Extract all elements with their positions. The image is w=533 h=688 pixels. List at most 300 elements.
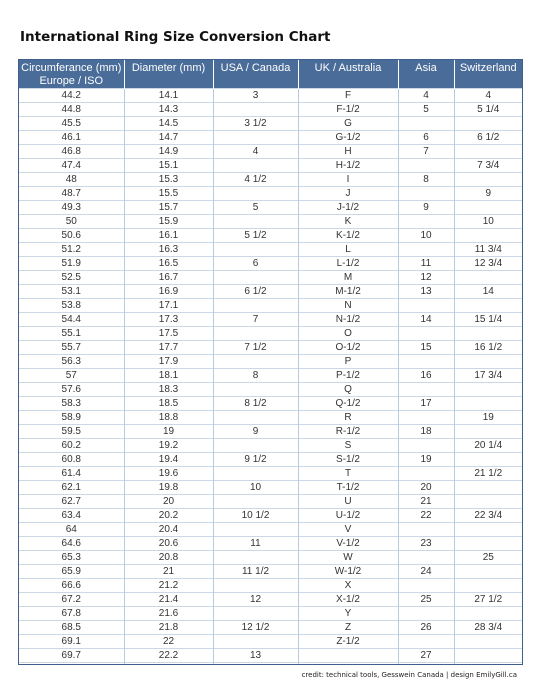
asia-cell: 7 [398, 145, 454, 159]
asia-cell: 24 [398, 565, 454, 579]
switzerland-cell [454, 201, 522, 215]
asia-cell [398, 383, 454, 397]
switzerland-cell [454, 663, 522, 666]
table-row [19, 663, 522, 666]
table-row [19, 439, 522, 453]
diameter-cell: 20.4 [124, 523, 213, 537]
switzerland-cell [454, 383, 522, 397]
uk-australia-cell [298, 649, 398, 663]
circumference-cell: 69.7 [19, 649, 124, 663]
circumference-cell: 55.7 [19, 341, 124, 355]
switzerland-cell [454, 173, 522, 187]
usa-canada-cell: 8 1/2 [213, 397, 298, 411]
switzerland-cell: 17 3/4 [454, 369, 522, 383]
switzerland-cell: 28 3/4 [454, 621, 522, 635]
circumference-cell: 67.8 [19, 607, 124, 621]
switzerland-cell: 15 1/4 [454, 313, 522, 327]
circumference-cell: 53.8 [19, 299, 124, 313]
uk-australia-cell: W [298, 551, 398, 565]
uk-australia-cell: U-1/2 [298, 509, 398, 523]
uk-australia-cell: F-1/2 [298, 103, 398, 117]
diameter-cell: 19.6 [124, 467, 213, 481]
switzerland-cell: 14 [454, 285, 522, 299]
switzerland-cell [454, 523, 522, 537]
switzerland-cell [454, 635, 522, 649]
diameter-cell: 15.5 [124, 187, 213, 201]
table-row [19, 117, 522, 131]
diameter-cell: 18.8 [124, 411, 213, 425]
switzerland-cell [454, 607, 522, 621]
table-row [19, 481, 522, 495]
diameter-cell: 17.1 [124, 299, 213, 313]
circumference-cell [19, 663, 124, 666]
usa-canada-cell [213, 131, 298, 145]
switzerland-cell: 25 [454, 551, 522, 565]
diameter-cell: 22.2 [124, 649, 213, 663]
diameter-cell: 22 [124, 635, 213, 649]
table-row [19, 467, 522, 481]
asia-cell [398, 299, 454, 313]
circumference-cell: 64.6 [19, 537, 124, 551]
diameter-cell: 18.1 [124, 369, 213, 383]
uk-australia-cell: R [298, 411, 398, 425]
switzerland-cell [454, 495, 522, 509]
table-row [19, 271, 522, 285]
circumference-cell: 64 [19, 523, 124, 537]
table-row [19, 257, 522, 271]
usa-canada-cell [213, 551, 298, 565]
table-row [19, 551, 522, 565]
credit-line: credit: technical tools, Gesswein Canada | design EmilyGill.ca [301, 671, 517, 679]
diameter-cell: 15.1 [124, 159, 213, 173]
circumference-cell: 61.4 [19, 467, 124, 481]
table-row [19, 537, 522, 551]
asia-cell [398, 187, 454, 201]
uk-australia-cell: Q [298, 383, 398, 397]
uk-australia-cell: U [298, 495, 398, 509]
table-row [19, 355, 522, 369]
uk-australia-cell: G-1/2 [298, 131, 398, 145]
circumference-cell: 55.1 [19, 327, 124, 341]
table-row [19, 565, 522, 579]
diameter-cell: 16.3 [124, 243, 213, 257]
diameter-cell: 21.4 [124, 593, 213, 607]
diameter-cell: 19 [124, 425, 213, 439]
header-uk-australia: UK / Australia [298, 60, 398, 89]
table-row [19, 103, 522, 117]
switzerland-cell [454, 397, 522, 411]
switzerland-cell [454, 579, 522, 593]
usa-canada-cell: 4 [213, 145, 298, 159]
usa-canada-cell: 11 [213, 537, 298, 551]
diameter-cell: 18.3 [124, 383, 213, 397]
circumference-cell: 59.5 [19, 425, 124, 439]
uk-australia-cell: Q-1/2 [298, 397, 398, 411]
uk-australia-cell: P-1/2 [298, 369, 398, 383]
circumference-cell: 54.4 [19, 313, 124, 327]
usa-canada-cell: 10 1/2 [213, 509, 298, 523]
circumference-cell: 56.3 [19, 355, 124, 369]
uk-australia-cell: G [298, 117, 398, 131]
uk-australia-cell: V [298, 523, 398, 537]
table-row [19, 509, 522, 523]
uk-australia-cell: S-1/2 [298, 453, 398, 467]
uk-australia-cell: O-1/2 [298, 341, 398, 355]
usa-canada-cell: 9 1/2 [213, 453, 298, 467]
switzerland-cell: 19 [454, 411, 522, 425]
usa-canada-cell: 4 1/2 [213, 173, 298, 187]
table-row [19, 327, 522, 341]
table-row [19, 341, 522, 355]
circumference-cell: 60.8 [19, 453, 124, 467]
header-diameter: Diameter (mm) [124, 60, 213, 89]
usa-canada-cell: 12 1/2 [213, 621, 298, 635]
diameter-cell: 18.5 [124, 397, 213, 411]
diameter-cell: 20.2 [124, 509, 213, 523]
circumference-cell: 65.9 [19, 565, 124, 579]
circumference-cell: 45.5 [19, 117, 124, 131]
diameter-cell: 17.3 [124, 313, 213, 327]
switzerland-cell [454, 145, 522, 159]
uk-australia-cell: N-1/2 [298, 313, 398, 327]
asia-cell [398, 607, 454, 621]
asia-cell [398, 411, 454, 425]
diameter-cell: 17.5 [124, 327, 213, 341]
table-row [19, 607, 522, 621]
asia-cell: 4 [398, 89, 454, 103]
table-row [19, 243, 522, 257]
table-row [19, 579, 522, 593]
circumference-cell: 67.2 [19, 593, 124, 607]
usa-canada-cell [213, 439, 298, 453]
usa-canada-cell: 3 1/2 [213, 117, 298, 131]
header-switzerland: Switzerland [454, 60, 522, 89]
circumference-cell: 48 [19, 173, 124, 187]
usa-canada-cell [213, 523, 298, 537]
diameter-cell: 14.3 [124, 103, 213, 117]
table-row [19, 299, 522, 313]
uk-australia-cell: K [298, 215, 398, 229]
asia-cell [398, 523, 454, 537]
uk-australia-cell: O [298, 327, 398, 341]
usa-canada-cell [213, 299, 298, 313]
diameter-cell: 20 [124, 495, 213, 509]
circumference-cell: 62.7 [19, 495, 124, 509]
table-row [19, 89, 522, 103]
diameter-cell: 21 [124, 565, 213, 579]
switzerland-cell: 5 1/4 [454, 103, 522, 117]
switzerland-cell: 9 [454, 187, 522, 201]
usa-canada-cell [213, 579, 298, 593]
asia-cell [398, 579, 454, 593]
diameter-cell: 16.9 [124, 285, 213, 299]
circumference-cell: 48.7 [19, 187, 124, 201]
diameter-cell: 17.9 [124, 355, 213, 369]
table-row [19, 215, 522, 229]
diameter-cell: 19.4 [124, 453, 213, 467]
uk-australia-cell: L [298, 243, 398, 257]
uk-australia-cell: J-1/2 [298, 201, 398, 215]
diameter-cell: 19.2 [124, 439, 213, 453]
switzerland-cell: 10 [454, 215, 522, 229]
table-row [19, 649, 522, 663]
circumference-cell: 63.4 [19, 509, 124, 523]
usa-canada-cell [213, 355, 298, 369]
switzerland-cell: 20 1/4 [454, 439, 522, 453]
diameter-cell: 21.6 [124, 607, 213, 621]
asia-cell: 15 [398, 341, 454, 355]
asia-cell [398, 355, 454, 369]
asia-cell [398, 117, 454, 131]
circumference-cell: 51.2 [19, 243, 124, 257]
uk-australia-cell: T-1/2 [298, 481, 398, 495]
circumference-cell: 44.2 [19, 89, 124, 103]
circumference-cell: 47.4 [19, 159, 124, 173]
circumference-cell: 51.9 [19, 257, 124, 271]
table-row [19, 201, 522, 215]
usa-canada-cell: 6 1/2 [213, 285, 298, 299]
asia-cell: 18 [398, 425, 454, 439]
switzerland-cell: 7 3/4 [454, 159, 522, 173]
switzerland-cell [454, 425, 522, 439]
asia-cell: 5 [398, 103, 454, 117]
table-row [19, 383, 522, 397]
uk-australia-cell: L-1/2 [298, 257, 398, 271]
usa-canada-cell [213, 495, 298, 509]
usa-canada-cell: 5 [213, 201, 298, 215]
circumference-cell: 57 [19, 369, 124, 383]
table-row [19, 313, 522, 327]
usa-canada-cell [213, 411, 298, 425]
asia-cell: 14 [398, 313, 454, 327]
asia-cell: 12 [398, 271, 454, 285]
switzerland-cell [454, 327, 522, 341]
asia-cell: 23 [398, 537, 454, 551]
switzerland-cell [454, 453, 522, 467]
circumference-cell: 50 [19, 215, 124, 229]
asia-cell: 13 [398, 285, 454, 299]
usa-canada-cell: 6 [213, 257, 298, 271]
uk-australia-cell: N [298, 299, 398, 313]
asia-cell [398, 467, 454, 481]
uk-australia-cell: V-1/2 [298, 537, 398, 551]
diameter-cell: 14.9 [124, 145, 213, 159]
asia-cell [398, 663, 454, 666]
usa-canada-cell [213, 243, 298, 257]
diameter-cell: 15.9 [124, 215, 213, 229]
usa-canada-cell: 8 [213, 369, 298, 383]
table-row [19, 523, 522, 537]
table-row [19, 593, 522, 607]
diameter-cell: 15.3 [124, 173, 213, 187]
table-row [19, 173, 522, 187]
asia-cell: 21 [398, 495, 454, 509]
asia-cell: 20 [398, 481, 454, 495]
usa-canada-cell: 7 [213, 313, 298, 327]
circumference-cell: 57.6 [19, 383, 124, 397]
table-row [19, 285, 522, 299]
switzerland-cell [454, 271, 522, 285]
uk-australia-cell: T [298, 467, 398, 481]
circumference-cell: 49.3 [19, 201, 124, 215]
uk-australia-cell [298, 663, 398, 666]
usa-canada-cell: 12 [213, 593, 298, 607]
switzerland-cell: 22 3/4 [454, 509, 522, 523]
diameter-cell: 14.1 [124, 89, 213, 103]
table-row [19, 621, 522, 635]
switzerland-cell [454, 537, 522, 551]
table-row [19, 159, 522, 173]
diameter-cell [124, 663, 213, 666]
usa-canada-cell: 13 [213, 649, 298, 663]
asia-cell [398, 551, 454, 565]
table-row [19, 411, 522, 425]
table-row [19, 131, 522, 145]
diameter-cell: 14.7 [124, 131, 213, 145]
ring-size-table [19, 60, 522, 665]
table-header-row [19, 60, 522, 89]
uk-australia-cell: Z [298, 621, 398, 635]
asia-cell: 8 [398, 173, 454, 187]
switzerland-cell: 4 [454, 89, 522, 103]
switzerland-cell: 12 3/4 [454, 257, 522, 271]
uk-australia-cell: I [298, 173, 398, 187]
asia-cell: 27 [398, 649, 454, 663]
usa-canada-cell: 7 1/2 [213, 341, 298, 355]
asia-cell [398, 215, 454, 229]
page-title: International Ring Size Conversion Chart [20, 29, 331, 45]
table-row [19, 145, 522, 159]
table-row [19, 453, 522, 467]
diameter-cell: 16.5 [124, 257, 213, 271]
uk-australia-cell: X-1/2 [298, 593, 398, 607]
header-asia: Asia [398, 60, 454, 89]
switzerland-cell: 21 1/2 [454, 467, 522, 481]
switzerland-cell [454, 355, 522, 369]
table-row [19, 187, 522, 201]
uk-australia-cell: F [298, 89, 398, 103]
circumference-cell: 50.6 [19, 229, 124, 243]
uk-australia-cell: H-1/2 [298, 159, 398, 173]
asia-cell: 9 [398, 201, 454, 215]
switzerland-cell: 27 1/2 [454, 593, 522, 607]
circumference-cell: 53.1 [19, 285, 124, 299]
diameter-cell: 17.7 [124, 341, 213, 355]
asia-cell: 19 [398, 453, 454, 467]
uk-australia-cell: Z-1/2 [298, 635, 398, 649]
ring-size-table-frame [18, 59, 523, 665]
uk-australia-cell: S [298, 439, 398, 453]
usa-canada-cell: 5 1/2 [213, 229, 298, 243]
diameter-cell: 16.7 [124, 271, 213, 285]
diameter-cell: 20.8 [124, 551, 213, 565]
uk-australia-cell: M-1/2 [298, 285, 398, 299]
asia-cell: 11 [398, 257, 454, 271]
uk-australia-cell: K-1/2 [298, 229, 398, 243]
asia-cell [398, 243, 454, 257]
header-circumference: Circumferance (mm) Europe / ISO [19, 60, 124, 89]
table-row [19, 425, 522, 439]
asia-cell [398, 159, 454, 173]
asia-cell: 6 [398, 131, 454, 145]
asia-cell: 22 [398, 509, 454, 523]
asia-cell: 26 [398, 621, 454, 635]
usa-canada-cell [213, 187, 298, 201]
switzerland-cell [454, 299, 522, 313]
diameter-cell: 21.8 [124, 621, 213, 635]
table-row [19, 229, 522, 243]
usa-canada-cell [213, 103, 298, 117]
table-row [19, 369, 522, 383]
switzerland-cell: 16 1/2 [454, 341, 522, 355]
switzerland-cell [454, 565, 522, 579]
switzerland-cell [454, 117, 522, 131]
circumference-cell: 58.9 [19, 411, 124, 425]
circumference-cell: 44.8 [19, 103, 124, 117]
circumference-cell: 52.5 [19, 271, 124, 285]
circumference-cell: 65.3 [19, 551, 124, 565]
usa-canada-cell [213, 327, 298, 341]
uk-australia-cell: P [298, 355, 398, 369]
usa-canada-cell [213, 635, 298, 649]
switzerland-cell: 6 1/2 [454, 131, 522, 145]
uk-australia-cell: R-1/2 [298, 425, 398, 439]
asia-cell: 25 [398, 593, 454, 607]
diameter-cell: 19.8 [124, 481, 213, 495]
usa-canada-cell [213, 383, 298, 397]
uk-australia-cell: W-1/2 [298, 565, 398, 579]
circumference-cell: 60.2 [19, 439, 124, 453]
switzerland-cell: 11 3/4 [454, 243, 522, 257]
asia-cell [398, 439, 454, 453]
usa-canada-cell: 11 1/2 [213, 565, 298, 579]
usa-canada-cell [213, 271, 298, 285]
circumference-cell: 66.6 [19, 579, 124, 593]
usa-canada-cell [213, 663, 298, 666]
circumference-cell: 58.3 [19, 397, 124, 411]
table-row [19, 635, 522, 649]
switzerland-cell [454, 229, 522, 243]
circumference-cell: 62.1 [19, 481, 124, 495]
uk-australia-cell: J [298, 187, 398, 201]
usa-canada-cell [213, 215, 298, 229]
table-body [19, 89, 522, 666]
table-row [19, 495, 522, 509]
asia-cell: 17 [398, 397, 454, 411]
diameter-cell: 14.5 [124, 117, 213, 131]
switzerland-cell [454, 649, 522, 663]
diameter-cell: 16.1 [124, 229, 213, 243]
usa-canada-cell: 3 [213, 89, 298, 103]
uk-australia-cell: X [298, 579, 398, 593]
usa-canada-cell: 10 [213, 481, 298, 495]
circumference-cell: 46.1 [19, 131, 124, 145]
table-row [19, 397, 522, 411]
diameter-cell: 21.2 [124, 579, 213, 593]
asia-cell: 16 [398, 369, 454, 383]
header-usa-canada: USA / Canada [213, 60, 298, 89]
asia-cell [398, 327, 454, 341]
circumference-cell: 69.1 [19, 635, 124, 649]
usa-canada-cell [213, 159, 298, 173]
circumference-cell: 68.5 [19, 621, 124, 635]
usa-canada-cell: 9 [213, 425, 298, 439]
switzerland-cell [454, 481, 522, 495]
uk-australia-cell: H [298, 145, 398, 159]
circumference-cell: 46.8 [19, 145, 124, 159]
uk-australia-cell: M [298, 271, 398, 285]
diameter-cell: 15.7 [124, 201, 213, 215]
